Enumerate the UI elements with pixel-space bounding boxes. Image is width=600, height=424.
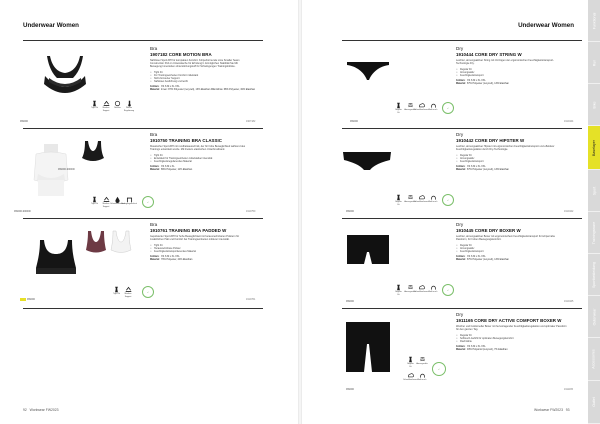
material-row [456,82,556,85]
feature-icons [90,100,134,112]
feature-icon-label: Soft touch [428,291,438,294]
feature-item: • Atmungsaktiv [456,157,556,160]
feature-icon-label: Regular Fit [395,201,402,206]
tab-label: Outerwear [592,308,596,325]
product-description: Klassischer Sport-BH mit rundhalsausschnitt, der für hohe Beweglichkeit während des Trainings entwickelt wurde. Mit breitem elastischen Unterbrustband. [150,145,246,152]
feature-icon-label: Medium Support [102,107,110,112]
feature-item: • Regular Fit [456,154,556,157]
tab-label: Trainingsware [592,221,596,244]
sizes-value: XS S M L XL XXL [161,254,180,258]
color-code: 999000 [350,120,358,123]
catalog-name: Workwear FW2023 [534,408,563,412]
feature-icon-label: Medium Support [102,203,110,208]
feature-list [150,244,250,253]
feature-item: • Tight Fit [150,71,260,74]
material-row [456,168,556,171]
color-code: 999000 [346,388,354,391]
feature-icon-group [394,102,403,114]
sizes-label: Größen: [456,78,466,82]
product-card-core-dry-boxer[interactable] [302,218,588,308]
feature-icon-label: Schnelltrocknend [110,203,125,206]
feature-icon-label: Atmungsaktiv [404,291,416,294]
feature-icon-group [418,356,427,366]
color-code: 999000 [20,120,28,123]
feature-list [456,154,556,163]
page-footer [23,408,59,412]
product-category: Dry [456,312,464,317]
breathable-icon [407,102,414,109]
tab-label: Sportbekleidung [592,261,597,288]
product-number: 1910761 [246,298,256,301]
material-value: 87% Polyester (recycelt), 13% Elasthan [467,258,509,262]
color-code: 999000 [346,210,354,213]
sizes-label: Größen: [456,254,466,258]
quick-dry-icon [418,102,425,109]
fit-icon [395,102,402,109]
left-page [0,0,298,424]
product-info [150,222,250,261]
feature-icon-label: Soft touch [428,201,438,204]
page-heading: Underwear Women [518,22,574,29]
feature-item: • Regular Fit [456,68,556,71]
product-image-white [110,230,132,254]
product-info [456,132,556,171]
feature-icon-label: Regular Fit [395,291,402,296]
product-card-core-motion-bra[interactable] [0,40,298,123]
sizes-value: XS S M L XL XXL [467,164,486,168]
feature-item: • Für Trainingseinheiten Komfort mittelstark [150,74,260,77]
tab-label: Outlet [592,397,596,407]
feature-item: • Feuchtigkeitsregulierendes Material [150,160,250,163]
feature-icons [90,196,137,208]
fit-icon [395,194,402,201]
product-category: Bra [150,46,158,51]
tab-funktional[interactable] [588,0,600,42]
mobility-icon [126,196,133,203]
product-card-core-dry-active-comfort-boxer[interactable] [302,308,588,400]
tab-bike[interactable] [588,84,600,126]
support-icon [103,196,110,203]
product-description: Leichter, atmungsaktiver Boxer mit ergonomischem Feuchtigkeitstransport für körpernahe Passform, für hohen Bewegungskomfort. [456,235,556,242]
tab-label: Funktional [592,12,596,29]
feature-item: • Entwickelt für Trainingseinheiten mittelstarker Intensität [150,157,250,160]
material-label: Material: [150,88,160,92]
product-image-boxer [346,234,390,266]
tab-sportbekleidung[interactable] [588,254,600,296]
right-page [302,0,588,424]
sizes-label: Größen: [150,254,160,258]
feature-icon-label: Schnelltrocknend [414,291,429,294]
material-label: Material: [150,258,160,262]
product-image-bra [80,140,106,162]
quick-dry-icon [407,372,414,379]
product-number: 1910750 [246,210,256,213]
material-value: 93% Polyamid (recycelt), 7% Elasthan [467,348,508,352]
page-number: 93 [565,408,570,412]
fit-icon [91,100,98,110]
feature-item: • Herausnehmbare Polster [150,247,250,250]
fit-icon [395,284,402,291]
material-value: 87% Polyester (recycelt), 13% Elasthan [467,82,509,86]
product-category: Bra [150,222,158,227]
feature-item: • Feuchtigkeitstransport [456,160,556,163]
material-label: Material: [456,348,466,352]
feature-item: • Softtouch-Gefühl für optimalen Bewegungskomfort [456,337,568,340]
feature-icon-label: Atmungsaktiv [404,109,416,112]
product-number: 1911165 [564,388,573,391]
tab-label: Run [592,59,596,66]
sizes-label: Größen: [150,164,160,168]
page-footer [534,408,570,412]
tab-label: Baselayer [592,139,597,156]
feature-icon-label: Schnelltrocknend [403,379,418,382]
feature-icon-group [102,100,111,112]
fit-icon [113,286,120,296]
feature-item: • Regular Fit [456,334,568,337]
tab-trainingsware[interactable] [588,212,600,254]
eco-badge-icon: ✓ [442,102,454,114]
feature-icon-group [124,286,133,298]
breathable-icon [419,356,426,363]
feature-icon-group [418,372,427,382]
product-name: 1907182 CORE MOTION BRA [150,51,212,57]
product-card-core-dry-hipster[interactable] [302,128,588,218]
support-icon [103,100,110,107]
tab-sport[interactable] [588,170,600,212]
product-name: 1910444 CORE DRY STRING W [456,51,522,57]
feature-icon-label: Schnelltrocknend [414,109,429,112]
feature-icon-group [406,194,415,204]
feature-item: • Flachnähte [456,340,568,343]
temperature-icon [126,100,133,107]
feature-icons [394,102,438,114]
product-card-training-bra-classic[interactable] [0,128,298,218]
feature-item: • Tight Fit [150,154,250,157]
product-name: 1910761 TRAINING BRA PADDED W [150,227,227,233]
feature-icon-label: Atmungsaktiv [416,363,428,366]
feature-icons [394,194,438,206]
sizes-value: XS S M L XL XXL [467,254,486,258]
feature-icon-group [121,196,137,206]
product-description: Leichter, atmungsaktiver String mit Vorzügen der ergonomischen Feuchtigkeitstransport-Technologie Dry. [456,59,554,66]
tab-label: Bike [592,101,596,108]
sizes-value: XS S M L XL XXL [467,344,486,348]
material-value: 76% Polyester, 24% Elasthan [161,258,193,262]
product-number: 1910445 [564,300,574,303]
product-image-model [32,238,80,286]
product-info [456,222,556,261]
feature-icon-group [429,102,438,112]
feature-icon-label: Regular Fit [395,109,402,114]
eco-badge-icon: ✓ [142,196,154,208]
seamless-icon [114,100,121,110]
sizes-label: Größen: [150,85,160,89]
feature-icon-group [112,286,121,296]
feature-icon-label: Regular Fit [407,363,414,368]
feature-item: • Atmungsaktiv [456,71,556,74]
product-image-hipster [342,150,392,172]
product-info [150,46,260,91]
product-card-core-dry-string[interactable] [302,40,588,123]
product-category: Dry [456,222,464,227]
material-label: Material: [456,82,466,86]
material-label: Material: [150,168,160,172]
product-image-string [346,60,390,82]
color-swatch-label [20,298,35,301]
feature-item: • Tight Fit [150,244,250,247]
feature-list [456,244,556,253]
feature-icons [394,284,438,296]
product-description: Nahtloser Sport-BH für kompakten Komfort. Körperformende Linie Smaller Seam Construction Pull on Unterwäsche für Erholung lt. Ermöglichen Stabilität Sie Mit Bewegung Innenleben-Unterstützungstuff für Schwingungen Trainingsblöcke. [150,59,240,69]
feature-icon-group [90,100,99,110]
breathable-icon [407,194,414,201]
support-icon [125,286,132,293]
tab-outerwear[interactable] [588,296,600,338]
material-row [150,258,250,261]
color-code: 999000-900000 [14,210,31,213]
fit-icon [91,196,98,206]
tab-baselayer[interactable] [588,126,600,170]
eco-badge-icon: ✓ [442,194,454,206]
eco-badge-icon: ✓ [142,286,154,298]
color-code: 999000 [27,298,35,301]
material-value: 87% Polyester (recycelt), 13% Elasthan [467,168,509,172]
material-row [150,168,250,171]
feature-icons-row-2 [403,372,427,382]
product-name: 1910442 CORE DRY HIPSTER W [456,137,525,143]
feature-icon-label: Soft touch [417,379,427,382]
sizes-value: XS S M L XL XXL [467,78,486,82]
color-code: 999000-900000 [58,168,75,171]
feature-icon-group [113,100,122,110]
divider [23,308,263,309]
feature-icon-group [90,196,99,206]
product-info [456,312,568,351]
feature-list [150,71,260,83]
feature-icon-group [406,356,415,368]
product-number: 1907182 [246,120,256,123]
feature-icon-group [406,102,415,112]
feature-icons-row-1 [406,356,427,368]
material-row [150,88,260,91]
product-number: 1910444 [564,120,574,123]
feature-item: • Atmungsaktiv [456,247,556,250]
product-info [150,132,250,171]
feature-item: • Feuchtigkeitstransportierendes Material [150,250,250,253]
feature-icon-group [414,102,429,112]
feature-icon-label: Atmungsaktiv [404,201,416,204]
product-card-training-bra-padded[interactable] [0,218,298,308]
feature-icon-label: Schnelltrocknend [414,201,429,204]
feature-list [150,154,250,163]
eco-badge-icon: ✓ [432,362,446,376]
product-category: Dry [456,132,464,137]
feature-item: • Feuchtigkeitstransport [456,74,556,77]
feature-icon-group [429,194,438,204]
product-image-core-motion-bra [35,54,95,100]
material-label: Material: [456,258,466,262]
product-name: 1910445 CORE DRY BOXER W [456,227,521,233]
feature-icon-label: Nahtlos [114,107,121,110]
tab-label: Accessoires [592,349,596,369]
material-value: Innen: 87% Polyester (recycelt), 13% Elasthan Mikroklima: 68% Polyester, 32% Elasthan [161,88,256,92]
feature-icon-group [403,372,418,382]
feature-icon-label: Wärme Regulierung [123,107,135,112]
section-tabs [588,0,600,424]
product-number: 1910442 [564,210,574,213]
product-description: Weicher und funktioneller Boxer mit hervorragender Feuchtigkeitsregulation und optimaler Passform für den ganzen Tag. [456,325,567,332]
tab-accessoires[interactable] [588,338,600,381]
material-value: 89% Polyester, 11% Elasthan [161,168,193,172]
tab-label: Sport [592,186,596,195]
feature-icon-group [429,284,438,294]
quick-dry-icon [418,194,425,201]
product-info [456,46,556,85]
quick-dry-icon [114,196,121,203]
page-heading: Underwear Women [23,22,79,29]
feature-icon-label: Soft touch [428,109,438,112]
fit-icon [407,356,414,363]
feature-icon-label: Medium Support [124,293,132,298]
catalog-name: Workwear FW2023 [29,408,59,412]
product-image-burgundy [85,230,107,254]
feature-list [456,334,568,343]
feature-icon-label: Bewegungsfreiheit [121,203,137,206]
feature-icon-group [406,284,415,294]
quick-dry-icon [418,284,425,291]
sizes-label: Größen: [456,344,466,348]
feature-item: • Nahtloser Ausführung und leicht [150,80,260,83]
feature-icon-label: Tight Fit [91,107,98,110]
feature-list [456,68,556,77]
feature-icon-group [125,100,134,112]
product-name: 1910750 TRAINING BRA CLASSIC [150,137,222,143]
product-description: Leichter, atmungsaktiver Hipster mit ergonomischen Feuchtigkeitstransport und effektiver Feuchtigkeitsregulation durch Dry-Technologie. [456,145,555,152]
feature-icon-group [414,194,429,204]
color-swatch [20,298,26,301]
sizes-label: Größen: [456,164,466,168]
feature-item: • Regular Fit [456,244,556,247]
material-label: Material: [456,168,466,172]
feature-icon-group [394,284,403,296]
product-image-boxer-long [344,320,392,376]
breathable-icon [407,284,414,291]
product-category: Bra [150,132,158,137]
product-name: 1911165 CORE DRY ACTIVE COMFORT BOXER W [456,317,562,323]
feature-item: • Feuchtigkeitstransport [456,250,556,253]
eco-badge-icon: ✓ [442,284,454,296]
material-row [456,348,568,351]
feature-icon-group [414,284,429,294]
color-code: 999000 [346,300,354,303]
feature-icon-label: Tight Fit [113,293,120,296]
tab-run[interactable] [588,42,600,84]
sizes-value: XS S M L XL XXL [161,85,180,89]
feature-icon-group [394,194,403,206]
page-number: 92 [23,408,27,412]
feature-icons [112,286,133,298]
tab-outlet[interactable] [588,381,600,424]
feature-icon-group [102,196,111,208]
material-row [456,258,556,261]
feature-item: • Nicht-formierter Support [150,77,260,80]
feature-icon-label: Tight Fit [91,203,98,206]
product-category: Dry [456,46,464,51]
product-description: Gepolsterter Sport-BH für hohe Beweglichkeit mit herausnehmbaren Polstern für zusätzlichen Halt und Komfort bei Trainingseinheiten mittlerer Intensität. [150,235,240,242]
sizes-value: XS S M L XL [161,164,175,168]
